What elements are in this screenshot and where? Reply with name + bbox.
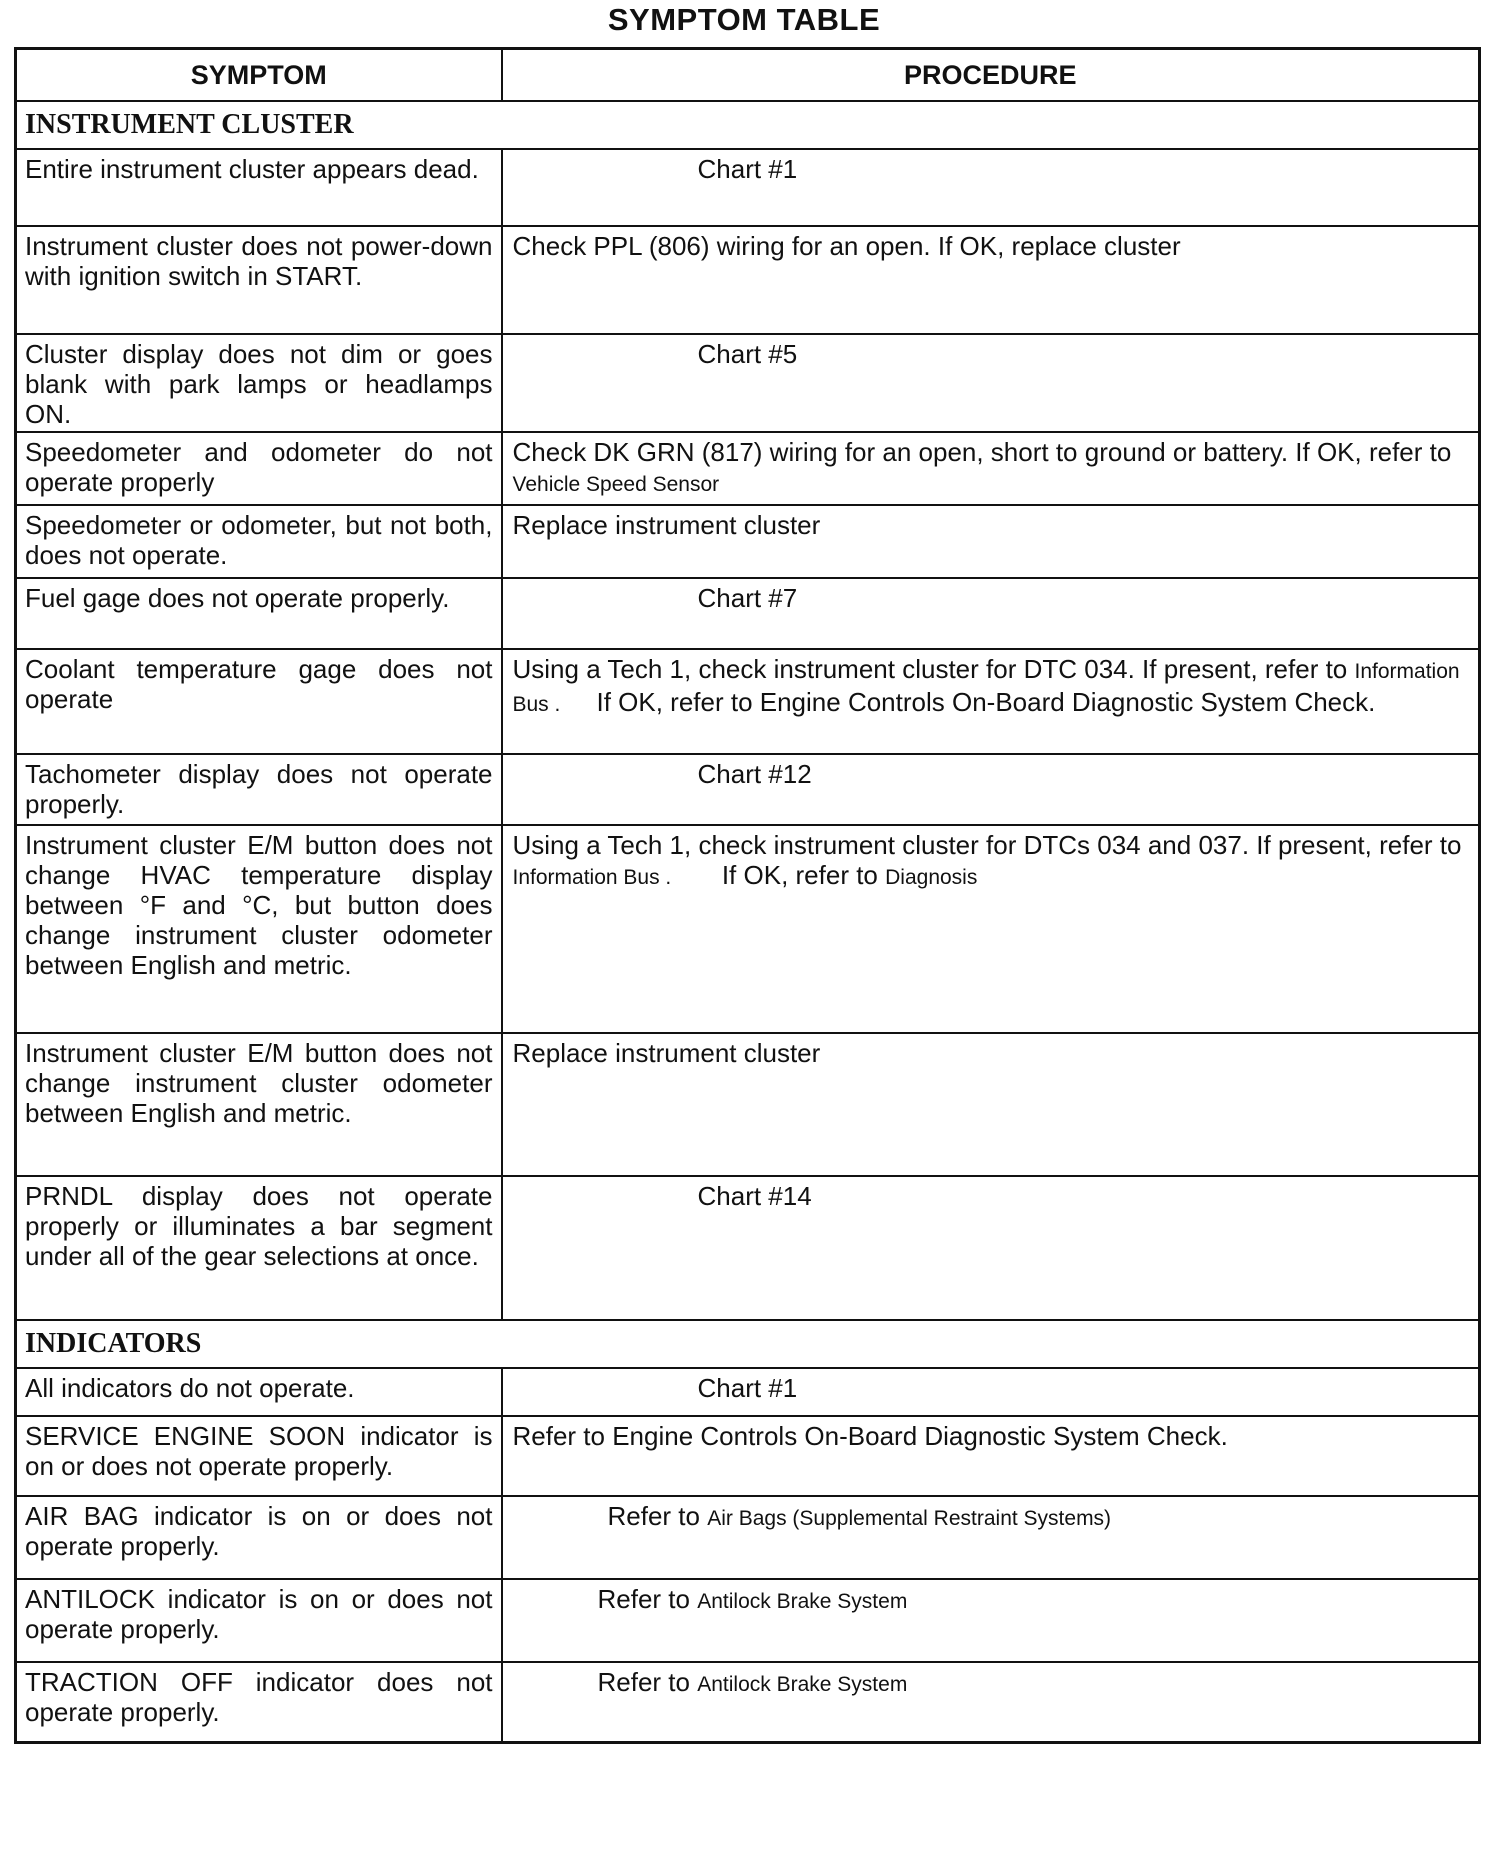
table-row [16,1496,1480,1579]
section-row-indicators [16,1320,1480,1368]
procedure-cell [502,1662,1480,1742]
section-row-instrument-cluster [16,101,1480,149]
symptom-cell: All indicators do not operate. [16,1368,502,1416]
procedure-cell [502,432,1480,505]
procedure-text: If OK, refer to [721,860,878,890]
table-row [16,432,1480,505]
symptom-cell: Fuel gage does not operate properly. [16,578,502,649]
table-row [16,1416,1480,1496]
symptom-cell: Entire instrument cluster appears dead. [16,149,502,226]
symptom-cell: Instrument cluster E/M button does not change instrument cluster odometer between English and metric. [16,1033,502,1176]
table-row [16,505,1480,578]
procedure-cell [502,1368,1480,1416]
procedure-text: Using a Tech 1, check instrument cluster for DTC 034. If present, refer to [512,654,1348,684]
symptom-cell: ANTILOCK indicator is on or does not operate properly. [16,1579,502,1662]
page-title: SYMPTOM TABLE [607,2,881,37]
procedure-column-header: PROCEDURE [502,49,1480,102]
symptom-cell: TRACTION OFF indicator does not operate properly. [16,1662,502,1742]
procedure-cell [502,334,1480,432]
table-row [16,578,1480,649]
table-row [16,226,1480,334]
symptom-cell: Cluster display does not dim or goes blank with park lamps or headlamps ON. [16,334,502,432]
procedure-cell: Replace instrument cluster [502,505,1480,578]
cross-reference: Vehicle Speed Sensor [512,473,720,496]
symptom-cell: Instrument cluster does not power-down with ignition switch in START. [16,226,502,334]
procedure-cell [502,149,1480,226]
table-row [16,1176,1480,1320]
procedure-cell [502,825,1480,1033]
cross-reference: Antilock Brake System [697,1590,908,1613]
table-row [16,1579,1480,1662]
procedure-text: If OK, refer to Engine Controls On-Board Diagnostic System Check. [596,687,1376,717]
cross-reference: Information Bus . [512,866,672,889]
procedure-cell: Refer to Engine Controls On-Board Diagnostic System Check. [502,1416,1480,1496]
chart-reference: Chart #1 [697,154,798,184]
table-row [16,754,1480,825]
symptom-cell: Coolant temperature gage does not operate [16,649,502,754]
symptom-table [14,47,1481,1744]
table-row [16,825,1480,1033]
procedure-text: Refer to [597,1584,690,1614]
symptom-cell: PRNDL display does not operate properly or illuminates a bar segment under all of the gear selections at once. [16,1176,502,1320]
symptom-cell: AIR BAG indicator is on or does not operate properly. [16,1496,502,1579]
procedure-cell: Replace instrument cluster [502,1033,1480,1176]
table-row [16,1368,1480,1416]
procedure-cell [502,1176,1480,1320]
table-header-row [16,49,1480,102]
procedure-text: Refer to [607,1501,700,1531]
section-heading: INSTRUMENT CLUSTER [16,101,1480,149]
table-row [16,149,1480,226]
chart-reference: Chart #14 [697,1181,812,1211]
symptom-cell: SERVICE ENGINE SOON indicator is on or does not operate properly. [16,1416,502,1496]
procedure-cell [502,578,1480,649]
procedure-cell [502,1496,1480,1579]
chart-reference: Chart #1 [697,1373,798,1403]
procedure-cell [502,754,1480,825]
section-heading: INDICATORS [16,1320,1480,1368]
cross-reference: Information Bus . [512,660,1460,716]
cross-reference: Antilock Brake System [697,1673,908,1696]
chart-reference: Chart #5 [697,339,798,369]
symptom-cell: Tachometer display does not operate properly. [16,754,502,825]
table-row [16,334,1480,432]
symptom-cell: Speedometer or odometer, but not both, does not operate. [16,505,502,578]
procedure-cell [502,649,1480,754]
symptom-cell: Speedometer and odometer do not operate properly [16,432,502,505]
symptom-cell: Instrument cluster E/M button does not change HVAC temperature display between °F and °C, but button does change instrument cluster odometer between English and metric. [16,825,502,1033]
procedure-cell [502,1579,1480,1662]
procedure-text: Using a Tech 1, check instrument cluster for DTCs 034 and 037. If present, refer to [512,830,1462,860]
chart-reference: Chart #12 [697,759,812,789]
procedure-text: Refer to [597,1667,690,1697]
cross-reference: Air Bags (Supplemental Restraint Systems) [707,1507,1112,1530]
chart-reference: Chart #7 [697,583,798,613]
table-row [16,649,1480,754]
symptom-column-header: SYMPTOM [16,49,502,102]
procedure-cell: Check PPL (806) wiring for an open. If OK, replace cluster [502,226,1480,334]
table-row [16,1033,1480,1176]
procedure-text: Check DK GRN (817) wiring for an open, short to ground or battery. If OK, refer to [512,437,1452,467]
table-row [16,1662,1480,1742]
cross-reference: Diagnosis [885,866,978,889]
